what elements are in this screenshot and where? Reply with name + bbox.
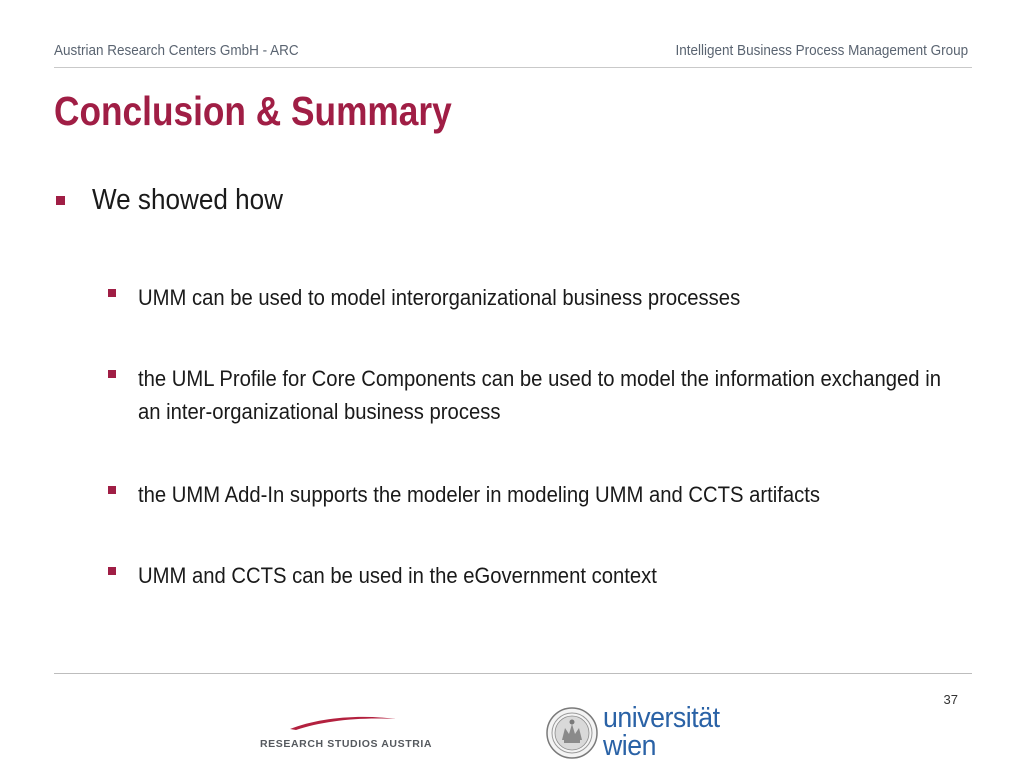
bullet-square-icon (108, 567, 116, 575)
list-item-text: UMM and CCTS can be used in the eGovernment context (138, 563, 657, 588)
bullet-square-icon (56, 196, 65, 205)
bullet-square-icon (108, 289, 116, 297)
header-organization: Austrian Research Centers GmbH - ARC (54, 42, 299, 59)
list-item-text: the UML Profile for Core Components can be used to model the information exchanged in an inter-organizational business process (138, 366, 941, 424)
swoosh-icon (288, 712, 398, 732)
bullet-level1-text: We showed how (92, 184, 284, 216)
research-studios-austria-logo (258, 712, 438, 752)
page-number: 37 (943, 692, 958, 707)
bullet-square-icon (108, 486, 116, 494)
logo-text: RESEARCH STUDIOS AUSTRIA (260, 738, 433, 750)
universitat-wien-logo (545, 702, 745, 762)
university-name: universität wien (603, 702, 720, 762)
list-item-text: the UMM Add-In supports the modeler in modeling UMM and CCTS artifacts (138, 482, 821, 507)
header-divider (54, 67, 972, 68)
university-seal-icon (545, 706, 599, 760)
bullet-square-icon (108, 370, 116, 378)
slide-title: Conclusion & Summary (54, 88, 452, 134)
header-group: Intelligent Business Process Management Group (675, 42, 968, 59)
footer-divider (54, 673, 972, 674)
list-item-text: UMM can be used to model interorganizational business processes (138, 285, 741, 310)
